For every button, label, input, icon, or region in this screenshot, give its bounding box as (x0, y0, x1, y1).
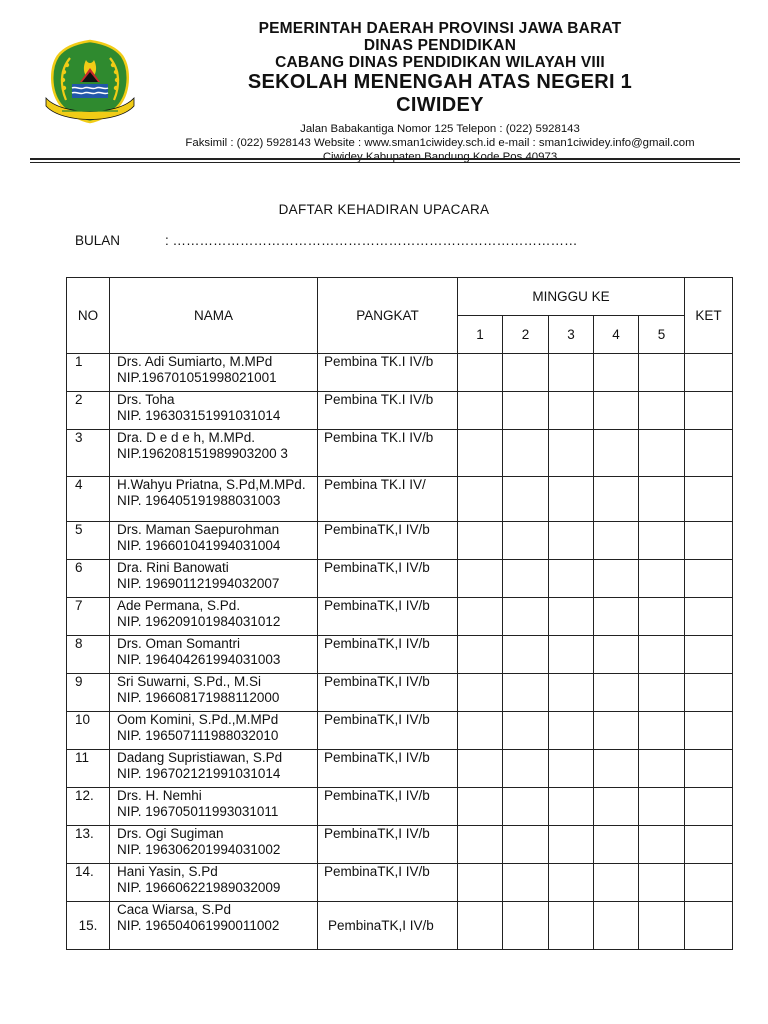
header-no: NO (67, 278, 110, 354)
staff-nip: NIP. 196404261994031003 (117, 651, 281, 667)
attendance-cell-week-3[interactable] (549, 674, 594, 712)
staff-rank: Pembina TK.I IV/b (318, 430, 458, 477)
attendance-cell-week-5[interactable] (639, 902, 685, 950)
staff-nip: NIP. 196303151991031014 (117, 407, 281, 423)
attendance-cell-week-3[interactable] (549, 522, 594, 560)
staff-name: Oom Komini, S.Pd.,M.MPd (117, 712, 279, 727)
staff-nip: NIP. 196702121991031014 (117, 765, 281, 781)
row-name-cell (110, 864, 318, 902)
attendance-cell-week-1[interactable] (458, 712, 503, 750)
staff-nip: NIP. 196608171988112000 (117, 689, 280, 705)
month-line (75, 233, 578, 248)
row-number: 13. (67, 826, 110, 864)
staff-name: Caca Wiarsa, S.Pd (117, 902, 232, 917)
attendance-cell-week-4[interactable] (594, 826, 639, 864)
staff-rank: PembinaTK,I IV/b (318, 560, 458, 598)
ket-cell[interactable] (685, 430, 733, 477)
table-row (67, 864, 733, 902)
attendance-cell-week-2[interactable] (503, 430, 549, 477)
month-value: : ……………………………………………………………………………… (165, 233, 578, 248)
table-row (67, 826, 733, 864)
attendance-cell-week-5[interactable] (639, 864, 685, 902)
staff-rank: PembinaTK,I IV/b (318, 712, 458, 750)
ket-cell[interactable] (685, 392, 733, 430)
attendance-cell-week-3[interactable] (549, 477, 594, 522)
attendance-cell-week-1[interactable] (458, 598, 503, 636)
row-name-cell (110, 712, 318, 750)
row-number: 3 (67, 430, 110, 477)
month-label: BULAN (75, 233, 121, 248)
ket-cell[interactable] (685, 864, 733, 902)
staff-rank: PembinaTK,I IV/b (318, 864, 458, 902)
row-name-cell (110, 392, 318, 430)
staff-nip: NIP. 196405191988031003 (117, 492, 281, 508)
table-row (67, 788, 733, 826)
table-row (67, 674, 733, 712)
staff-rank: PembinaTK,I IV/b (318, 598, 458, 636)
ket-cell[interactable] (685, 477, 733, 522)
staff-name: H.Wahyu Priatna, S.Pd,M.MPd. (117, 477, 306, 492)
attendance-cell-week-3[interactable] (549, 598, 594, 636)
table-row (67, 522, 733, 560)
staff-name: Drs. H. Nemhi (117, 788, 202, 803)
staff-name: Dadang Supristiawan, S.Pd (117, 750, 283, 765)
attendance-cell-week-1[interactable] (458, 392, 503, 430)
table-row (67, 354, 733, 392)
attendance-cell-week-5[interactable] (639, 788, 685, 826)
attendance-cell-week-5[interactable] (639, 636, 685, 674)
attendance-cell-week-5[interactable] (639, 392, 685, 430)
row-number: 14. (67, 864, 110, 902)
header-week-4: 4 (594, 316, 639, 354)
staff-name: Dra. Rini Banowati (117, 560, 229, 575)
header-week-1: 1 (458, 316, 503, 354)
table-row (67, 560, 733, 598)
attendance-cell-week-5[interactable] (639, 522, 685, 560)
attendance-cell-week-5[interactable] (639, 674, 685, 712)
attendance-cell-week-2[interactable] (503, 522, 549, 560)
table-row (67, 712, 733, 750)
attendance-cell-week-2[interactable] (503, 788, 549, 826)
ket-cell[interactable] (685, 826, 733, 864)
table-row (67, 750, 733, 788)
attendance-cell-week-4[interactable] (594, 902, 639, 950)
attendance-cell-week-5[interactable] (639, 826, 685, 864)
attendance-cell-week-1[interactable] (458, 826, 503, 864)
row-name-cell (110, 750, 318, 788)
row-number: 11 (67, 750, 110, 788)
attendance-cell-week-2[interactable] (503, 636, 549, 674)
row-number: 9 (67, 674, 110, 712)
row-number: 8 (67, 636, 110, 674)
header-minggu-ke: MINGGU KE (458, 278, 685, 316)
attendance-cell-week-4[interactable] (594, 354, 639, 392)
school-name-city: CIWIDEY (396, 94, 484, 116)
attendance-cell-week-1[interactable] (458, 750, 503, 788)
row-name-cell (110, 788, 318, 826)
attendance-cell-week-1[interactable] (458, 674, 503, 712)
attendance-cell-week-4[interactable] (594, 522, 639, 560)
attendance-cell-week-4[interactable] (594, 712, 639, 750)
attendance-cell-week-2[interactable] (503, 750, 549, 788)
attendance-cell-week-4[interactable] (594, 477, 639, 522)
ket-cell[interactable] (685, 750, 733, 788)
attendance-cell-week-5[interactable] (639, 712, 685, 750)
ket-cell[interactable] (685, 674, 733, 712)
staff-rank: PembinaTK,I IV/b (318, 674, 458, 712)
letterhead-rule-thick (30, 158, 740, 160)
staff-nip: NIP. 196606221989032009 (117, 879, 281, 895)
attendance-cell-week-1[interactable] (458, 560, 503, 598)
attendance-cell-week-3[interactable] (549, 826, 594, 864)
attendance-cell-week-2[interactable] (503, 477, 549, 522)
table-row (67, 598, 733, 636)
row-number: 5 (67, 522, 110, 560)
attendance-cell-week-3[interactable] (549, 750, 594, 788)
attendance-cell-week-4[interactable] (594, 392, 639, 430)
staff-rank: Pembina TK.I IV/ (318, 477, 458, 522)
row-name-cell (110, 636, 318, 674)
row-name-cell (110, 902, 318, 950)
attendance-cell-week-2[interactable] (503, 392, 549, 430)
staff-nip: NIP. 196209101984031012 (117, 613, 281, 629)
attendance-cell-week-1[interactable] (458, 864, 503, 902)
staff-rank: Pembina TK.I IV/b (318, 392, 458, 430)
attendance-cell-week-2[interactable] (503, 826, 549, 864)
attendance-cell-week-5[interactable] (639, 354, 685, 392)
staff-name: Drs. Adi Sumiarto, M.MPd (117, 354, 273, 369)
staff-nip: NIP. 196901121994032007 (117, 575, 280, 591)
ket-cell[interactable] (685, 354, 733, 392)
attendance-cell-week-1[interactable] (458, 354, 503, 392)
attendance-cell-week-3[interactable] (549, 902, 594, 950)
attendance-cell-week-3[interactable] (549, 392, 594, 430)
staff-name: Sri Suwarni, S.Pd., M.Si (117, 674, 262, 689)
staff-name: Hani Yasin, S.Pd (117, 864, 218, 879)
attendance-cell-week-2[interactable] (503, 902, 549, 950)
row-name-cell (110, 522, 318, 560)
attendance-cell-week-3[interactable] (549, 788, 594, 826)
attendance-cell-week-3[interactable] (549, 430, 594, 477)
row-name-cell (110, 598, 318, 636)
letterhead-rule-thin (30, 162, 740, 163)
attendance-rows (67, 354, 733, 950)
school-contact: Faksimil : (022) 5928143 Website : www.sman1ciwidey.sch.id e-mail : sman1ciwidey.info@gmail.com (185, 137, 695, 149)
gov-name: PEMERINTAH DAERAH PROVINSI JAWA BARAT (258, 20, 622, 37)
attendance-cell-week-3[interactable] (549, 864, 594, 902)
table-row (67, 477, 733, 522)
staff-nip: NIP. 196705011993031011 (117, 803, 279, 819)
row-name-cell (110, 826, 318, 864)
attendance-cell-week-4[interactable] (594, 430, 639, 477)
school-name: SEKOLAH MENENGAH ATAS NEGERI 1 (247, 71, 633, 93)
row-number: 1 (67, 354, 110, 392)
row-number: 7 (67, 598, 110, 636)
attendance-cell-week-1[interactable] (458, 636, 503, 674)
attendance-cell-week-2[interactable] (503, 712, 549, 750)
row-name-cell (110, 430, 318, 477)
attendance-cell-week-5[interactable] (639, 477, 685, 522)
staff-name: Dra. D e d e h, M.MPd. (117, 430, 256, 445)
row-name-cell (110, 477, 318, 522)
attendance-cell-week-2[interactable] (503, 560, 549, 598)
header-week-5: 5 (639, 316, 685, 354)
row-number: 10 (67, 712, 110, 750)
row-number: 15. (67, 902, 110, 950)
staff-rank: PembinaTK,I IV/b (318, 788, 458, 826)
header-pangkat: PANGKAT (318, 278, 458, 354)
table-row (67, 392, 733, 430)
attendance-cell-week-2[interactable] (503, 674, 549, 712)
staff-rank: PembinaTK,I IV/b (318, 636, 458, 674)
letterhead (170, 20, 710, 164)
attendance-cell-week-4[interactable] (594, 598, 639, 636)
row-name-cell (110, 674, 318, 712)
attendance-cell-week-4[interactable] (594, 674, 639, 712)
school-postcode: Ciwidey Kabupaten Bandung Kode Pos 40973 (322, 151, 558, 163)
staff-nip: NIP. 196306201994031002 (117, 841, 281, 857)
attendance-cell-week-1[interactable] (458, 477, 503, 522)
row-number: 12. (67, 788, 110, 826)
ket-cell[interactable] (685, 522, 733, 560)
row-name-cell (110, 354, 318, 392)
attendance-cell-week-2[interactable] (503, 598, 549, 636)
header-week-3: 3 (549, 316, 594, 354)
attendance-cell-week-4[interactable] (594, 788, 639, 826)
table-row (67, 636, 733, 674)
attendance-cell-week-4[interactable] (594, 636, 639, 674)
province-logo (42, 38, 138, 126)
staff-nip: NIP. 196601041994031004 (117, 537, 281, 553)
attendance-cell-week-1[interactable] (458, 788, 503, 826)
staff-nip: NIP.196701051998021001 (117, 369, 277, 385)
staff-name: Drs. Ogi Sugiman (117, 826, 224, 841)
attendance-cell-week-4[interactable] (594, 750, 639, 788)
school-address: Jalan Babakantiga Nomor 125 Telepon : (022) 5928143 (300, 123, 580, 135)
ket-cell[interactable] (685, 636, 733, 674)
row-number: 6 (67, 560, 110, 598)
row-name-cell (110, 560, 318, 598)
staff-rank: Pembina TK.I IV/b (318, 354, 458, 392)
attendance-cell-week-5[interactable] (639, 598, 685, 636)
ket-cell[interactable] (685, 712, 733, 750)
staff-rank: PembinaTK,I IV/b (318, 902, 458, 950)
staff-name: Drs. Maman Saepurohman (117, 522, 280, 537)
attendance-cell-week-2[interactable] (503, 864, 549, 902)
document-title: DAFTAR KEHADIRAN UPACARA (278, 202, 490, 217)
staff-name: Drs. Toha (117, 392, 175, 407)
staff-nip: NIP. 196504061990011002 (117, 917, 280, 933)
attendance-cell-week-2[interactable] (503, 354, 549, 392)
staff-name: Ade Permana, S.Pd. (117, 598, 241, 613)
attendance-cell-week-3[interactable] (549, 712, 594, 750)
header-week-2: 2 (503, 316, 549, 354)
attendance-cell-week-5[interactable] (639, 430, 685, 477)
attendance-cell-week-3[interactable] (549, 354, 594, 392)
staff-rank: PembinaTK,I IV/b (318, 826, 458, 864)
row-number: 2 (67, 392, 110, 430)
attendance-table (66, 277, 733, 950)
attendance-cell-week-4[interactable] (594, 864, 639, 902)
attendance-cell-week-4[interactable] (594, 560, 639, 598)
attendance-cell-week-3[interactable] (549, 560, 594, 598)
staff-rank: PembinaTK,I IV/b (318, 750, 458, 788)
attendance-cell-week-1[interactable] (458, 430, 503, 477)
branch-name: CABANG DINAS PENDIDIKAN WILAYAH VIII (275, 54, 605, 71)
table-row (67, 430, 733, 477)
staff-nip: NIP.196208151989903200 3 (117, 445, 288, 461)
attendance-cell-week-1[interactable] (458, 902, 503, 950)
row-number: 4 (67, 477, 110, 522)
attendance-cell-week-5[interactable] (639, 560, 685, 598)
staff-rank: PembinaTK,I IV/b (318, 522, 458, 560)
ket-cell[interactable] (685, 560, 733, 598)
ket-cell[interactable] (685, 902, 733, 950)
ket-cell[interactable] (685, 598, 733, 636)
department-name: DINAS PENDIDIKAN (363, 37, 517, 54)
staff-name: Drs. Oman Somantri (117, 636, 241, 651)
header-nama: NAMA (110, 278, 318, 354)
staff-nip: NIP. 196507111988032010 (117, 727, 279, 743)
attendance-cell-week-5[interactable] (639, 750, 685, 788)
table-row (67, 902, 733, 950)
attendance-cell-week-3[interactable] (549, 636, 594, 674)
header-ket: KET (685, 278, 733, 354)
ket-cell[interactable] (685, 788, 733, 826)
attendance-cell-week-1[interactable] (458, 522, 503, 560)
